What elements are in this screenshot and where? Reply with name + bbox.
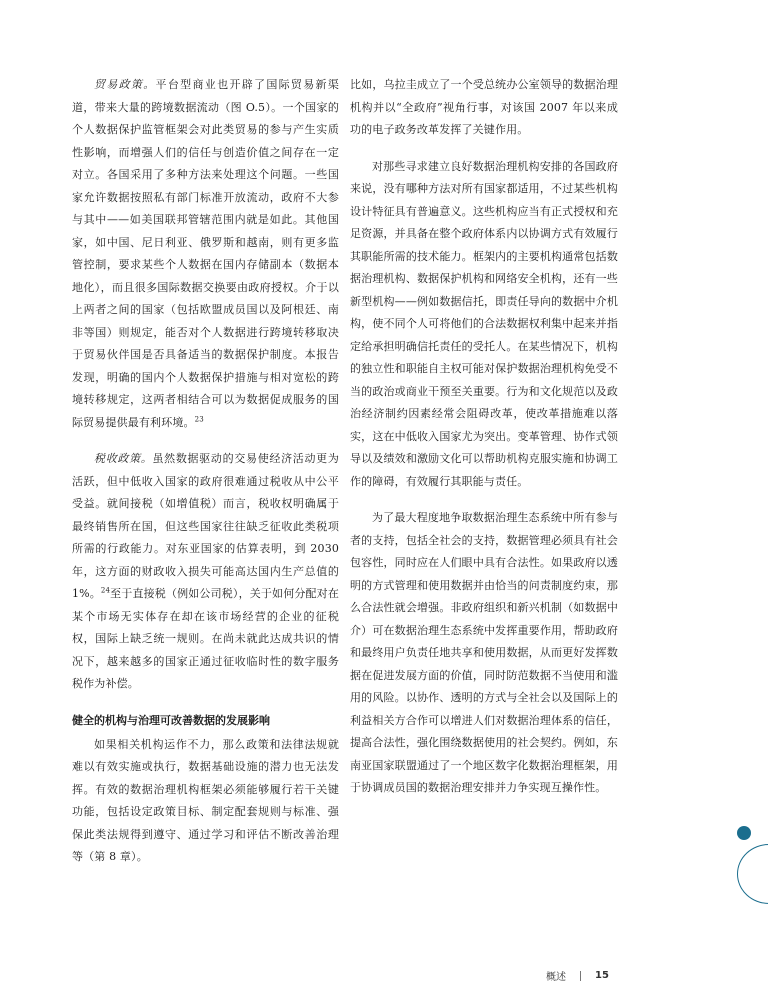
footnote-ref-24[interactable]: 24 bbox=[100, 586, 111, 595]
footer-divider bbox=[580, 971, 581, 981]
paragraph-institutions: 如果相关机构运作不力，那么政策和法律法规就难以有效实施或执行，数据基础设施的潜力也无法发挥。有效的数据治理机构框架必须能够履行若干关键功能，包括设定政策目标、制定配套规则与标准、强保此类法规得到遵守、通过学习和评估不断改善治理等（第 8 章）。 bbox=[72, 737, 339, 863]
decorative-circle bbox=[737, 844, 768, 904]
tax-policy-text-a: 虽然数据驱动的交易使经济活动更为活跃，但中低收入国家的政府很难通过税收从中公平受益。就间接税（如增值税）而言，税收权明确属于最终销售所在国，但这些国家往往缺乏征收此类税项所需的行政能力。对东亚国家的估算表明，到 2030 年，这方面的财政收入损失可能高达国内生产总值的 1%。 bbox=[72, 452, 340, 600]
footnote-ref-23[interactable]: 23 bbox=[194, 414, 204, 423]
left-column bbox=[72, 74, 339, 883]
tax-policy-lead: 税收政策。 bbox=[94, 452, 153, 465]
paragraph-uruguay-example: 比如，乌拉圭成立了一个受总统办公室领导的数据治理机构并以“全政府”视角行事，对该国 2007 年以来成功的电子政务改革发挥了关键作用。 bbox=[350, 78, 618, 136]
paragraph-tax-policy bbox=[72, 448, 339, 696]
page-footer bbox=[546, 968, 609, 983]
page-number: 15 bbox=[595, 970, 609, 981]
right-column bbox=[350, 74, 618, 814]
tax-policy-text-b: 至于直接税（例如公司税），关于如何分配对在某个市场无实体存在却在该市场经营的企业的征税权，国际上缺乏统一规则。在尚未就此达成共识的情况下，越来越多的国家正通过征收临时性的数字服务税作为补偿。 bbox=[72, 587, 339, 690]
paragraph-institution-design: 对那些寻求建立良好数据治理机构安排的各国政府来说，没有哪种方法对所有国家都适用，不过某些机构设计特征具有普遍意义。这些机构应当有正式授权和充足资源，并具备在整个政府体系内以协调方式有效履行其职能所需的技术能力。框架内的主要机构通常包括数据治理机构、数据保护机构和网络安全机构，还有一些新型机构——例如数据信托，即责任导向的数据中介机构，使不同个人可将他们的合法数据权利集中起来并指定给承担明确信托责任的受托人。在某些情况下，机构的独立性和职能自主权可能对保护数据治理机构免受不当的政治或商业干预至关重要。行为和文化规范以及政治经济制约因素经常会阻碍改革，使改革措施难以落实，这在中低收入国家尤为突出。变革管理、协作式领导以及绩效和激励文化可以帮助机构克服实施和协调工作的障碍，有效履行其职能与责任。 bbox=[350, 159, 618, 488]
trade-policy-lead: 贸易政策。 bbox=[94, 78, 156, 91]
paragraph-legitimacy: 为了最大程度地争取数据治理生态系统中所有参与者的支持，包括全社会的支持，数据管理必须具有社会包容性，同时应在人们眼中具有合法性。如果政府以透明的方式管理和使用数据并由恰当的问责制度约束，那么合法性就会增强。非政府组织和新兴机制（如数据中介）可在数据治理生态系统中发挥重要作用，帮助政府和最终用户负责任地共享和使用数据，从而更好发挥数据在促进发展方面的价值，同时防范数据不当使用和滥用的风险。以协作、透明的方式与全社会以及国际上的利益相关方合作可以增进人们对数据治理体系的信任，提高合法性，强化围绕数据使用的社会契约。例如，东南亚国家联盟通过了一个地区数字化数据治理框架，用于协调成员国的数据治理安排并力争实现互操作性。 bbox=[350, 511, 618, 794]
trade-policy-text: 平台型商业也开辟了国际贸易新渠道，带来大量的跨境数据流动（图 O.5）。一个国家的个人数据保护监管框架会对此类贸易的参与产生实质性影响，而增强人们的信任与创造价值之间存在一定对立。各国采用了多种方法来处理这个问题。一些国家允许数据按照私有部门标准开放流动，政府不大参与其中——如美国联邦管辖范围内就是如此。其他国家，如中国、尼日利亚、俄罗斯和越南，则有更多监管控制，要求某些个人数据在国内存储副本（数据本地化），而且很多国际数据交换要由政府授权。介于以上两者之间的国家（包括欧盟成员国以及阿根廷、南非等国）则规定，能否对个人数据进行跨境转移取决于贸易伙伴国是否具备适当的数据保护制度。本报告发现，明确的国内个人数据保护措施与相对宽松的跨境转移规定，这两者相结合可以为数据促成服务的国际贸易提供最有利环境。 bbox=[72, 78, 340, 429]
paragraph-trade-policy bbox=[72, 74, 339, 434]
footer-section-label: 概述 bbox=[546, 972, 566, 983]
decorative-dot bbox=[737, 826, 751, 840]
section-heading: 健全的机构与治理可改善数据的发展影响 bbox=[72, 713, 270, 727]
